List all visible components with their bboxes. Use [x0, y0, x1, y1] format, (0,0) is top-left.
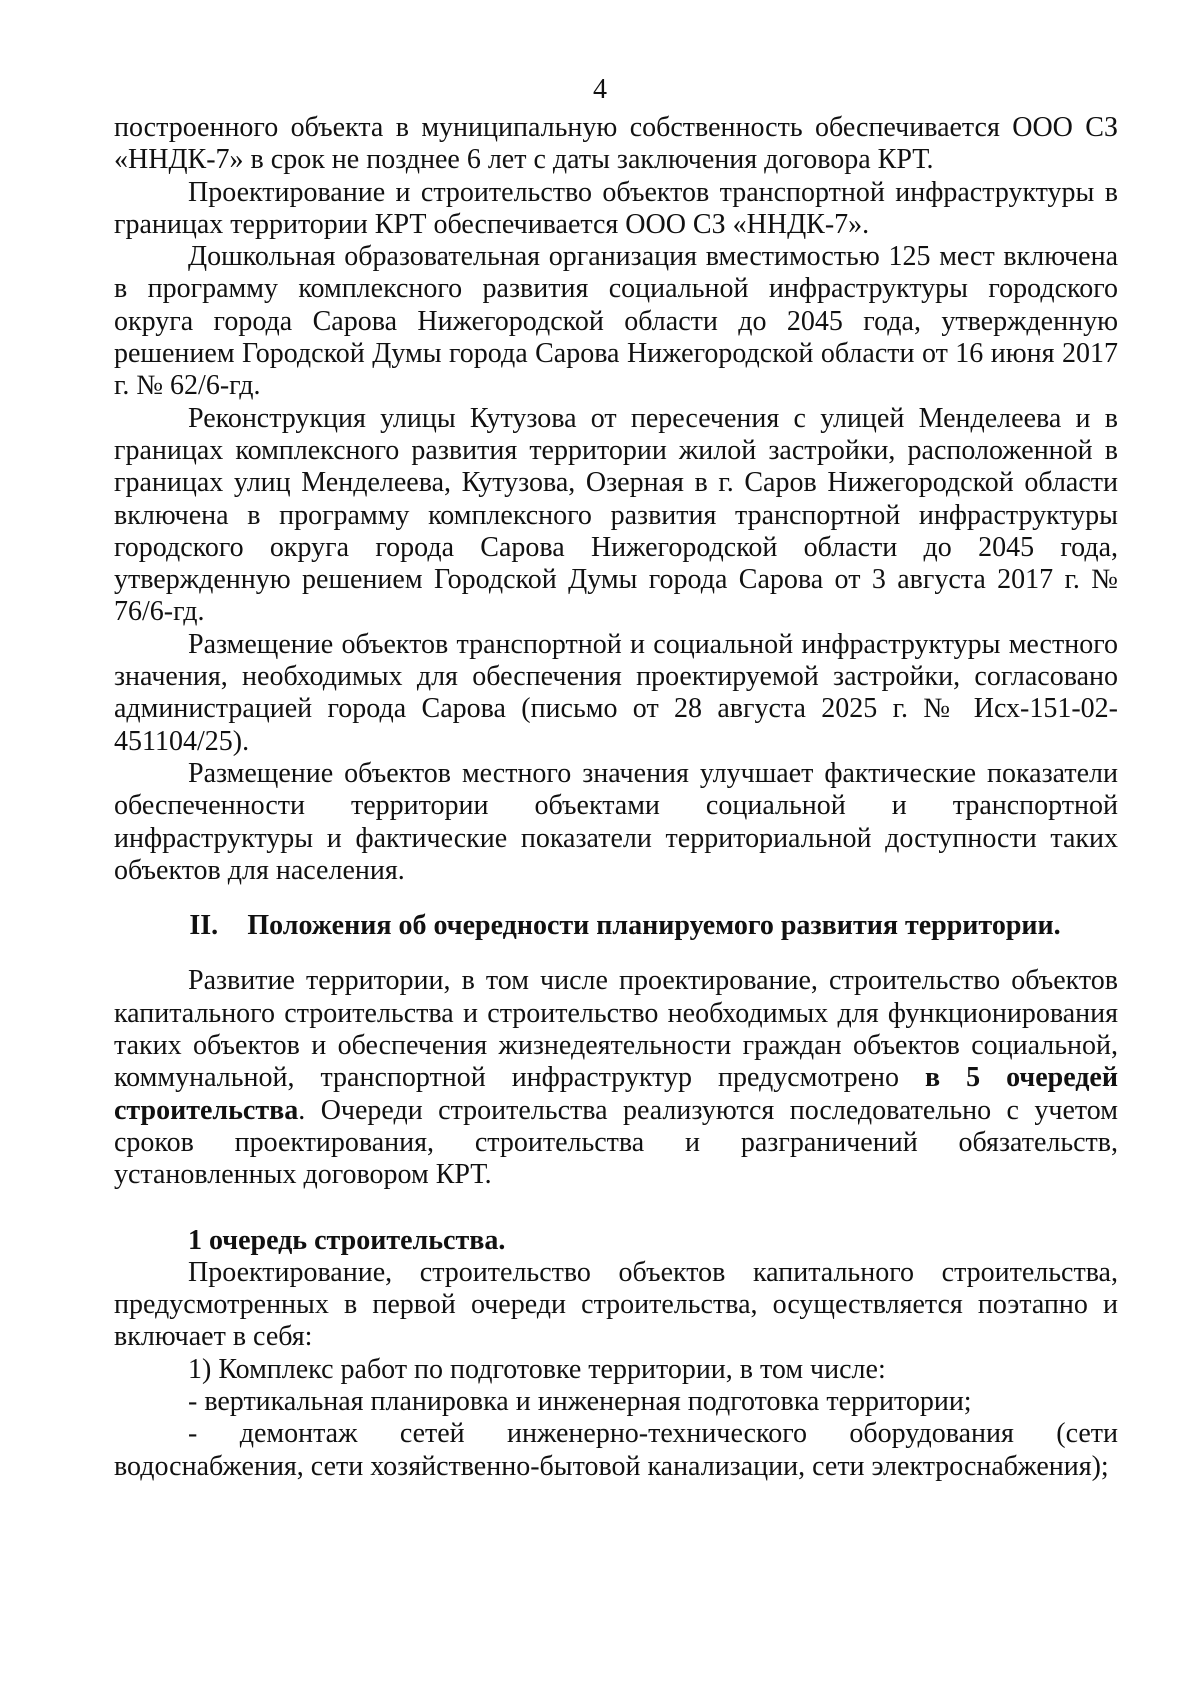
paragraph-development-stages: [114, 965, 1118, 1191]
stages-count-bold: в 5 очередей строительства: [114, 1062, 1118, 1126]
stage1-title: 1 очередь строительства.: [188, 1224, 506, 1256]
paragraph-local-objects: Размещение объектов местного значения улучшает фактические показатели обеспеченности территории объектами социальной и транспортной инфраструктуры и фактические показатели территориальной доступности таких объектов для населения.: [114, 757, 1118, 886]
paragraph-kutuzov-street: Реконструкция улицы Кутузова от пересечения с улицей Менделеева и в границах комплексного развития территории жилой застройки, расположенной в границах улиц Менделеева, Кутузова, Озерная в г. Саров Нижегородской области включена в программу комплексного развития транспортной инфраструктуры городского округа города Сарова Нижегородской области до 2045 года, утвержденную решением Городской Думы города Сарова от 3 августа 2017 г. № 76/6-гд.: [114, 402, 1118, 628]
stage1-intro: Проектирование, строительство объектов капитального строительства, предусмотренных в первой очереди строительства, осуществляется поэтапно и включает в себя:: [114, 1256, 1118, 1353]
section-number: II.: [189, 910, 219, 942]
paragraph-preschool: Дошкольная образовательная организация вместимостью 125 мест включена в программу комплексного развития социальной инфраструктуры городского округа города Сарова Нижегородской области до 2045 года, утвержденную решением Городской Думы города Сарова Нижегородской области от 16 июня 2017 г. № 62/6-гд.: [114, 241, 1118, 402]
paragraph-placement-agreed: Размещение объектов транспортной и социальной инфраструктуры местного значения, необходимых для обеспечения проектируемой застройки, согласовано администрацией города Сарова (письмо от 28 августа 2025 г. № Исх-151-02-451104/25).: [114, 628, 1118, 757]
document-body: [114, 112, 1118, 1483]
section-title: Положения об очередности планируемого развития территории.: [247, 910, 1061, 942]
paragraph-transport-design: Проектирование и строительство объектов транспортной инфраструктуры в границах территории КРТ обеспечивается ООО СЗ «ННДК-7».: [114, 176, 1118, 240]
stage1-item-3: - демонтаж сетей инженерно-технического оборудования (сети водоснабжения, сети хозяйственно-бытовой канализации, сети электроснабжения);: [114, 1418, 1118, 1482]
stages-text-after: . Очереди строительства реализуются последовательно с учетом сроков проектирования, строительства и разграничений обязательств, установленных договором КРТ.: [114, 1094, 1118, 1191]
stage1-item-1: 1) Комплекс работ по подготовке территории, в том числе:: [188, 1353, 886, 1385]
paragraph-continuation: построенного объекта в муниципальную собственность обеспечивается ООО СЗ «ННДК-7» в срок не позднее 6 лет с даты заключения договора КРТ.: [114, 112, 1118, 176]
stage1-item-2: - вертикальная планировка и инженерная подготовка территории;: [188, 1385, 972, 1417]
section-heading: [114, 910, 1118, 942]
stages-text-before: Развитие территории, в том числе проектирование, строительство объектов капитального строительства и строительство необходимых для функционирования таких объектов и обеспечения жизнедеятельности граждан объектов социальной, коммунальной, транспортной инфраструктур предусмотрено: [114, 965, 1118, 1094]
page-number: 4: [593, 74, 607, 105]
